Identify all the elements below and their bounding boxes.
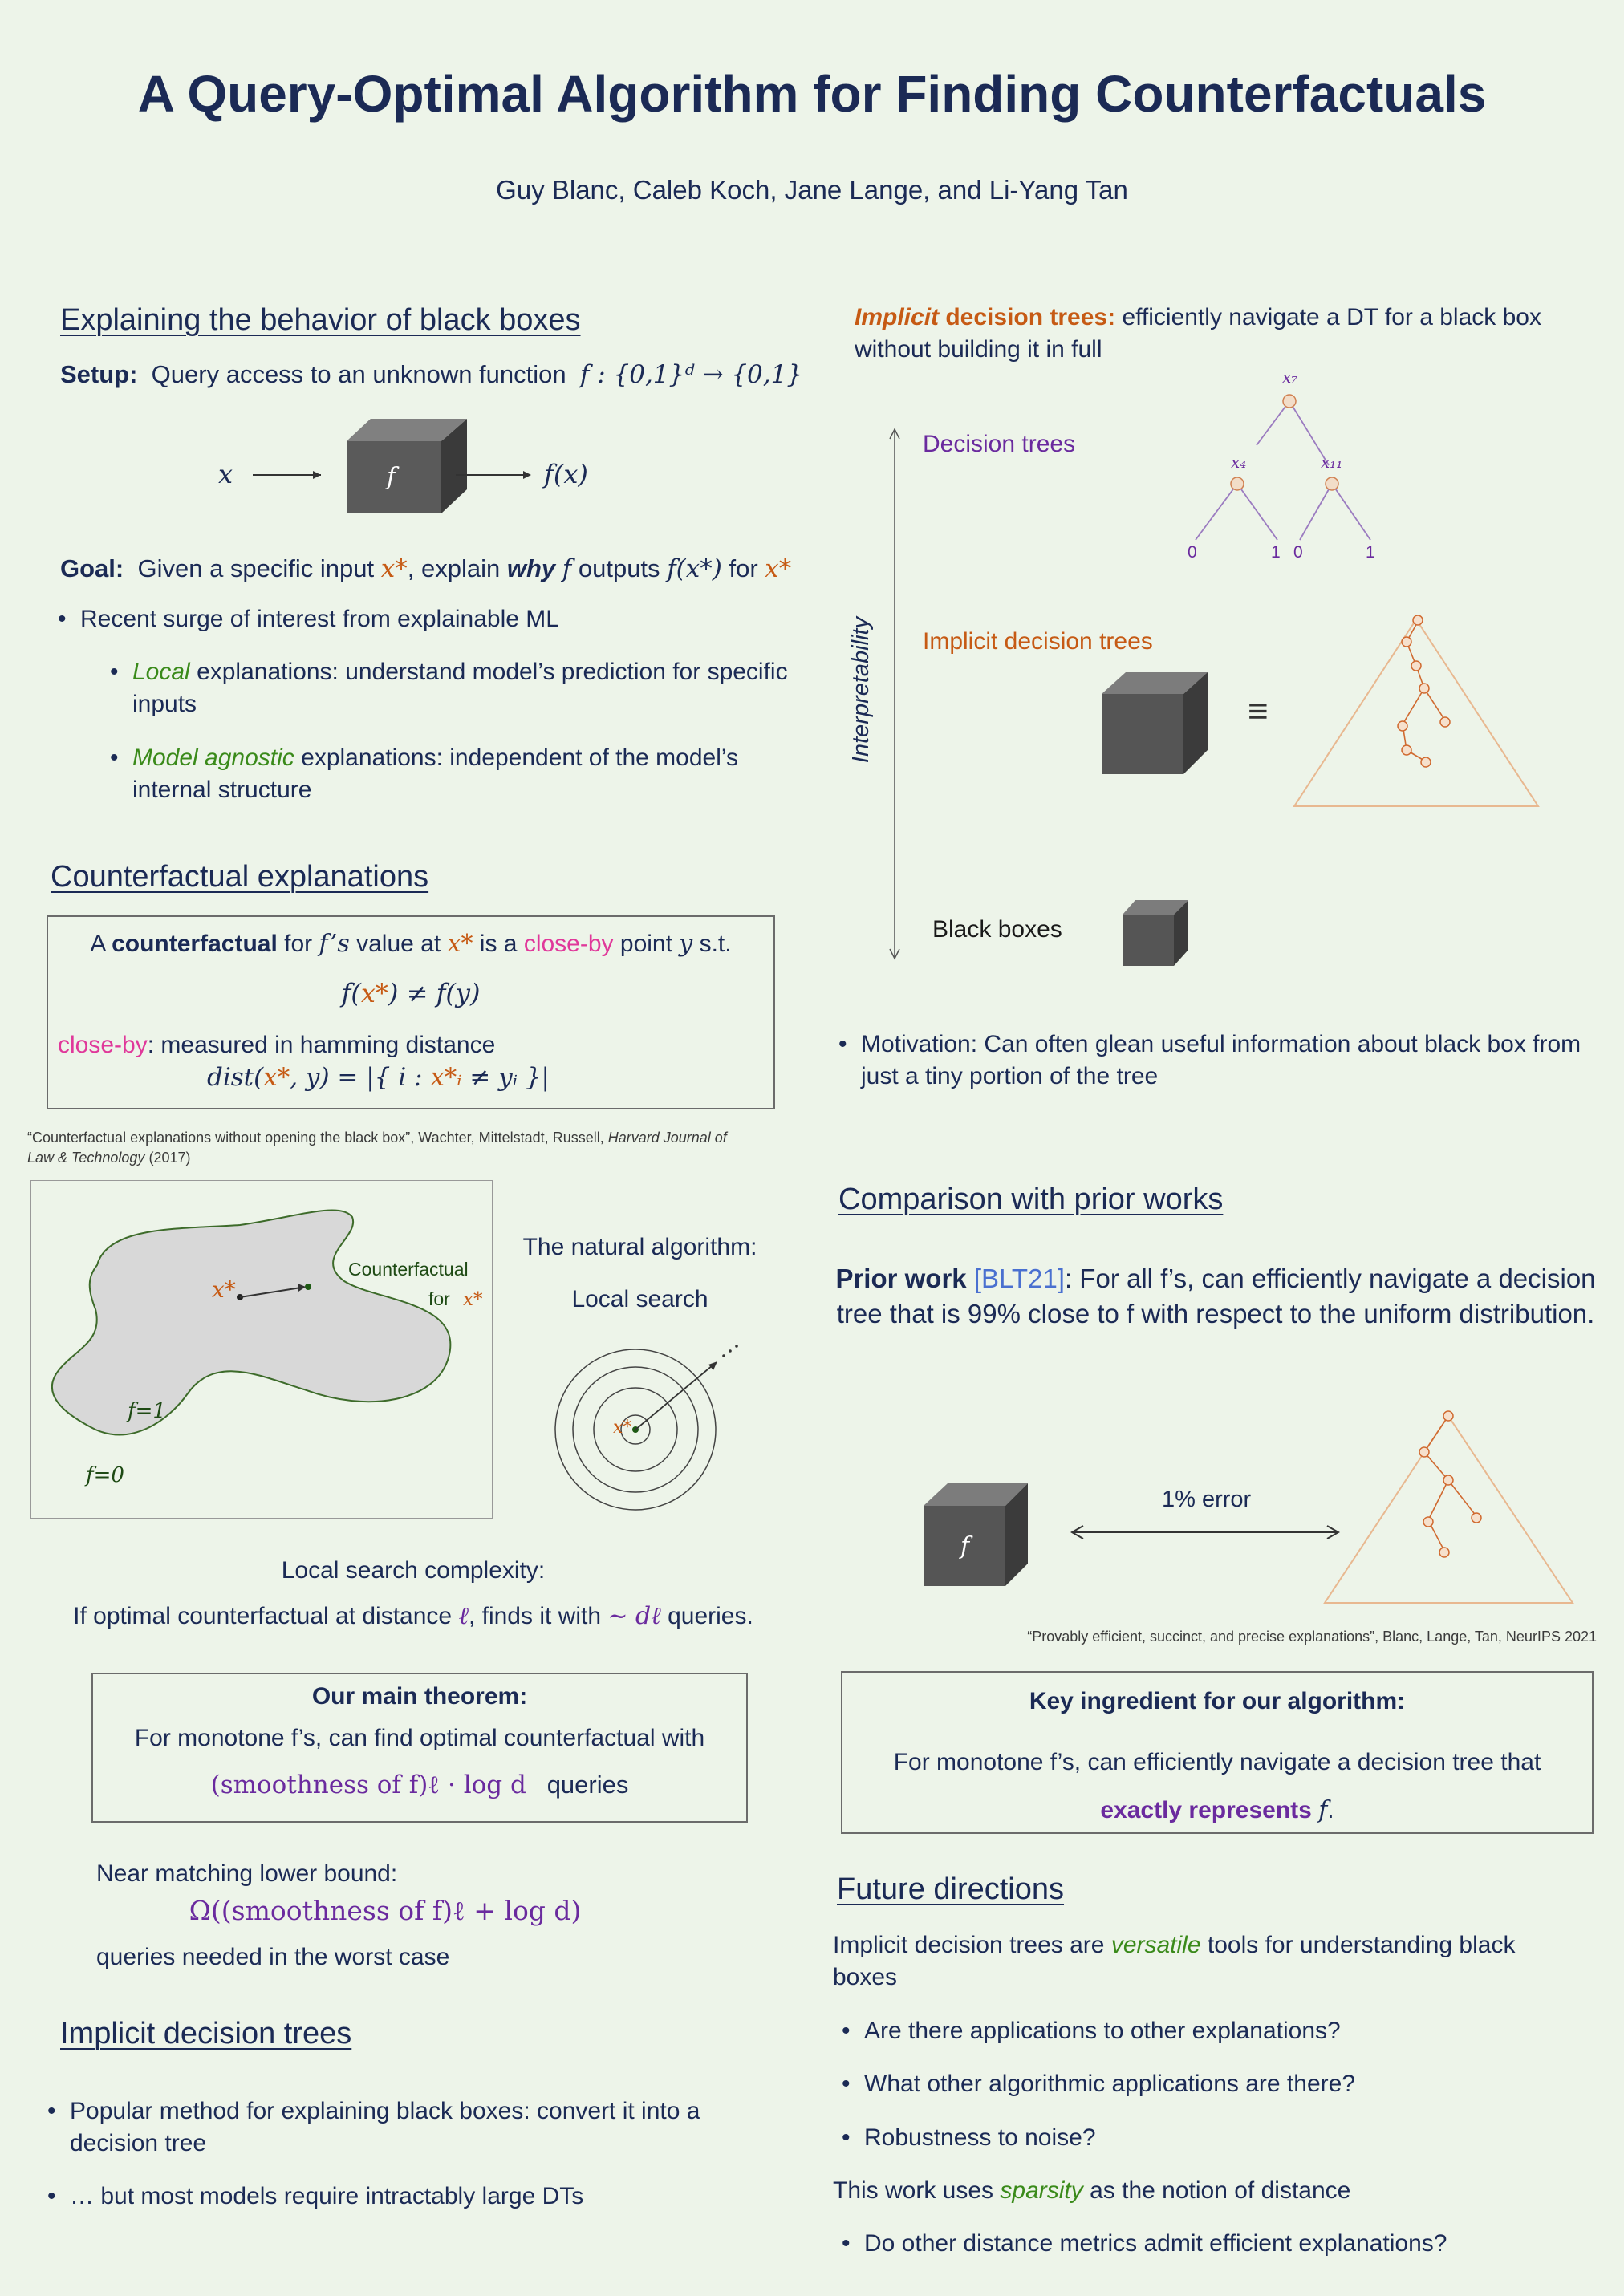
setup-text: Query access to an unknown function <box>151 360 566 388</box>
small-black-box <box>1119 897 1192 969</box>
cf-a: A <box>90 931 105 957</box>
bullet-recent: • Recent surge of interest from explainable ML <box>80 603 559 635</box>
citation-year: (2017) <box>148 1150 191 1166</box>
closeby-definition <box>58 1029 495 1061</box>
cf-y: y <box>679 930 693 958</box>
section-heading-counterfactual: Counterfactual explanations <box>51 860 429 894</box>
fig-cf-label: Counterfactual <box>348 1259 469 1280</box>
closeby-text: : measured in hamming distance <box>147 1032 496 1058</box>
citation-blt21: “Provably efficient, succinct, and precise explanations”, Blanc, Lange, Tan, NeurIPS 2021 <box>1027 1629 1597 1645</box>
arrow-in-head <box>313 471 321 479</box>
goal-text-1: Given a specific input <box>137 554 375 582</box>
goal-text-2: , explain <box>407 554 501 582</box>
dist-a: dist( <box>207 1063 264 1092</box>
goal-xstar-2: x* <box>765 554 792 583</box>
dot-1 <box>722 1354 725 1357</box>
implicit-tree-triangle <box>1288 610 1545 814</box>
cf-eq-rest: ) ≠ f(y) <box>388 978 481 1008</box>
setup-label: Setup: <box>60 360 138 388</box>
node-x7 <box>1283 395 1296 408</box>
citation-journal: Harvard Journal of Law & Technology <box>27 1130 727 1166</box>
lb-expr: Ω((smoothness of f)ℓ + log d) <box>189 1895 582 1926</box>
thm-expr: (smoothness of f)ℓ · log d <box>210 1771 526 1799</box>
triangle-outline <box>1294 619 1538 806</box>
section-heading-black-boxes: Explaining the behavior of black boxes <box>60 303 581 337</box>
agnostic-label: Model agnostic <box>132 744 294 771</box>
thm-line: For monotone f’s, can find optimal counterfactual with <box>134 1725 705 1751</box>
fd-sparsity-a: This work uses <box>833 2177 994 2204</box>
cf-point: point <box>619 931 672 957</box>
error-arrow <box>1067 1520 1344 1544</box>
comparison-cube <box>919 1480 1031 1588</box>
fig-f1: f=1 <box>128 1399 166 1423</box>
key-exact-line <box>842 1795 1592 1827</box>
approx-tree-triangle <box>1320 1408 1581 1608</box>
fd-q1: • Are there applications to other explanations? <box>864 2015 1341 2047</box>
cf-fs: f’s <box>319 930 350 958</box>
goal-text-4: for <box>729 554 758 582</box>
label-black-boxes: Black boxes <box>932 916 1062 943</box>
lsc-c: queries. <box>668 1603 753 1629</box>
black-box-diagram <box>209 417 626 529</box>
thm-queries: queries <box>546 1771 629 1799</box>
fd-q4: • Do other distance metrics admit efficient explanations? <box>864 2228 1447 2260</box>
key-f: f <box>1318 1796 1328 1824</box>
prior-text: : For all f’s, can efficiently navigate a decision tree that is 99% close to f with respect to the uniform distribution. <box>836 1264 1596 1329</box>
poster-title: A Query-Optimal Algorithm for Finding Counterfactuals <box>137 65 1487 123</box>
error-label: 1% error <box>1162 1487 1252 1512</box>
section-heading-future: Future directions <box>837 1872 1065 1906</box>
leaf-0b: 0 <box>1293 543 1303 562</box>
dot-3 <box>735 1345 738 1348</box>
motivation-bullet: • Motivation: Can often glean useful information about black box from just a tiny portion of the tree <box>861 1028 1591 1093</box>
fd-intro <box>833 1929 1539 1994</box>
key-exact: exactly represents <box>1100 1797 1312 1823</box>
local-label: Local <box>132 659 190 685</box>
label-x4: x₄ <box>1231 452 1247 472</box>
fd-versatile: versatile <box>1110 1932 1201 1958</box>
leaf-1a: 1 <box>1271 543 1281 562</box>
key-title: Key ingredient for our algorithm: <box>1029 1688 1406 1714</box>
lsc-line <box>24 1600 802 1633</box>
thm-expr-line <box>93 1771 746 1799</box>
setup-math: f : {0,1}ᵈ → {0,1} <box>579 360 803 389</box>
lsc-title: Local search complexity: <box>281 1557 546 1584</box>
fig-f0: f=0 <box>86 1463 124 1487</box>
fd-q2: • What other algorithmic applications are there? <box>864 2068 1355 2100</box>
leaf-1b: 1 <box>1366 543 1375 562</box>
idt-rest: efficiently navigate a DT for a black box without building it in full <box>855 304 1541 363</box>
goal-text-3: outputs <box>578 554 660 582</box>
goal-label: Goal: <box>60 554 124 582</box>
tree-edges <box>1196 401 1370 540</box>
cf-eq-f: f( <box>341 978 361 1008</box>
f1-region <box>52 1210 451 1434</box>
thm-title: Our main theorem: <box>311 1683 528 1710</box>
counterfactual-point <box>305 1284 311 1290</box>
idt-intro <box>855 302 1577 366</box>
authors: Guy Blanc, Caleb Koch, Jane Lange, and Li-Yang Tan <box>496 175 1128 205</box>
local-search-label: Local search <box>571 1286 708 1312</box>
citation-1-text: “Counterfactual explanations without opening the black box”, Wachter, Mittelstadt, Russell, <box>27 1130 604 1146</box>
label-x7: x₇ <box>1282 367 1298 387</box>
diagram-fx: f(x) <box>544 459 588 489</box>
dist-xi: x*ᵢ <box>430 1063 462 1092</box>
closeby-label: close-by <box>58 1032 148 1058</box>
label-decision-trees: Decision trees <box>923 431 1076 457</box>
cf-st: s.t. <box>699 931 732 957</box>
goal-xstar: x* <box>380 554 408 583</box>
node-x11 <box>1326 477 1338 490</box>
fig-xstar: x* <box>212 1276 236 1303</box>
dot-2 <box>729 1349 732 1353</box>
idt-implicit: Implicit <box>855 304 940 331</box>
cf-closeby: close-by <box>523 931 614 957</box>
approx-tree-nodes <box>1419 1411 1481 1557</box>
implicit-cube <box>1095 670 1216 778</box>
key-line: For monotone f’s, can efficiently navigate a decision tree that <box>893 1749 1541 1775</box>
lsc-d: ~ dℓ <box>607 1602 661 1630</box>
prior-bold: Prior work <box>835 1264 967 1293</box>
bullet-agnostic <box>132 742 790 806</box>
leaf-0a: 0 <box>1188 543 1197 562</box>
search-arrow <box>635 1365 713 1430</box>
decision-tree-figure <box>1171 365 1412 570</box>
cf-value-at: value at <box>356 931 441 957</box>
counterfactual-definition-box <box>47 915 775 1109</box>
node-x4 <box>1231 477 1244 490</box>
equiv-symbol: ≡ <box>1248 692 1269 731</box>
lsc-ell: ℓ <box>458 1602 469 1630</box>
dist-equation <box>207 1063 550 1092</box>
fd-intro-b: tools for understanding black boxes <box>833 1932 1516 1990</box>
black-box-cube <box>347 419 467 513</box>
axis-label: Interpretability <box>848 616 874 764</box>
idt-bullet-1: • Popular method for explaining black boxes: convert it into a decision tree <box>70 2095 752 2160</box>
fd-sparsity: sparsity <box>1000 2177 1083 2204</box>
cf-for: for <box>284 931 313 957</box>
lb-tail: queries needed in the worst case <box>96 1944 450 1970</box>
fig-for-x: x* <box>463 1289 483 1310</box>
goal-why: why <box>506 554 556 582</box>
prior-work-paragraph <box>826 1261 1605 1332</box>
arrow-out-head <box>523 471 531 479</box>
agnostic-text: explanations: independent of the model’s internal structure <box>132 744 738 803</box>
idt-bullet-2: • … but most models require intractably large DTs <box>70 2180 752 2213</box>
blob-figure-svg <box>31 1181 493 1519</box>
search-arrow-head <box>708 1361 717 1370</box>
prior-cite[interactable]: [BLT21] <box>973 1264 1065 1293</box>
circle-xstar: x* <box>613 1418 632 1438</box>
cf-isa: is a <box>479 931 518 957</box>
local-search-circles <box>546 1324 762 1516</box>
idt-dt: decision trees: <box>945 304 1116 331</box>
cf-equation <box>48 978 773 1008</box>
lb-title: Near matching lower bound: <box>96 1860 398 1887</box>
diagram-f: f <box>387 463 396 491</box>
section-heading-comparison: Comparison with prior works <box>838 1182 1224 1216</box>
bullet-local <box>132 656 790 720</box>
approx-triangle-outline <box>1325 1416 1573 1603</box>
interpretability-axis <box>834 421 963 967</box>
dist-x: x* <box>263 1063 290 1092</box>
dist-b: , y) = |{ i : <box>290 1063 423 1092</box>
cf-xstar: x* <box>447 930 473 958</box>
goal-fxstar: f(x*) <box>667 554 722 583</box>
fd-q3: • Robustness to noise? <box>864 2122 1096 2154</box>
diagram-x: x <box>218 459 233 489</box>
cf-definition-line <box>48 928 773 960</box>
cf-bold: counterfactual <box>112 931 278 957</box>
goal-line <box>60 552 791 586</box>
goal-f: f <box>562 554 572 583</box>
label-x11: x₁₁ <box>1321 452 1343 472</box>
cube-f-label: f <box>960 1532 970 1560</box>
setup-line <box>60 358 802 391</box>
fd-sparsity-line <box>833 2175 1350 2207</box>
cf-eq-x: x* <box>360 978 388 1008</box>
lsc-b: , finds it with <box>468 1603 602 1629</box>
main-theorem-box <box>91 1673 748 1823</box>
label-implicit-decision-trees: Implicit decision trees <box>923 628 1153 655</box>
section-heading-implicit: Implicit decision trees <box>60 2017 352 2051</box>
lsc-a: If optimal counterfactual at distance <box>73 1603 453 1629</box>
dist-c: ≠ yᵢ }| <box>469 1063 550 1092</box>
local-text: explanations: understand model’s prediction for specific inputs <box>132 659 788 717</box>
fig-for: for <box>428 1288 450 1309</box>
key-dot: . <box>1327 1797 1334 1823</box>
natural-algorithm: The natural algorithm: <box>522 1234 757 1260</box>
counterfactual-figure <box>30 1180 493 1519</box>
fd-sparsity-b: as the notion of distance <box>1090 2177 1351 2204</box>
citation-wachter <box>27 1128 733 1168</box>
fd-intro-a: Implicit decision trees are <box>833 1932 1105 1958</box>
key-ingredient-box <box>841 1671 1594 1834</box>
